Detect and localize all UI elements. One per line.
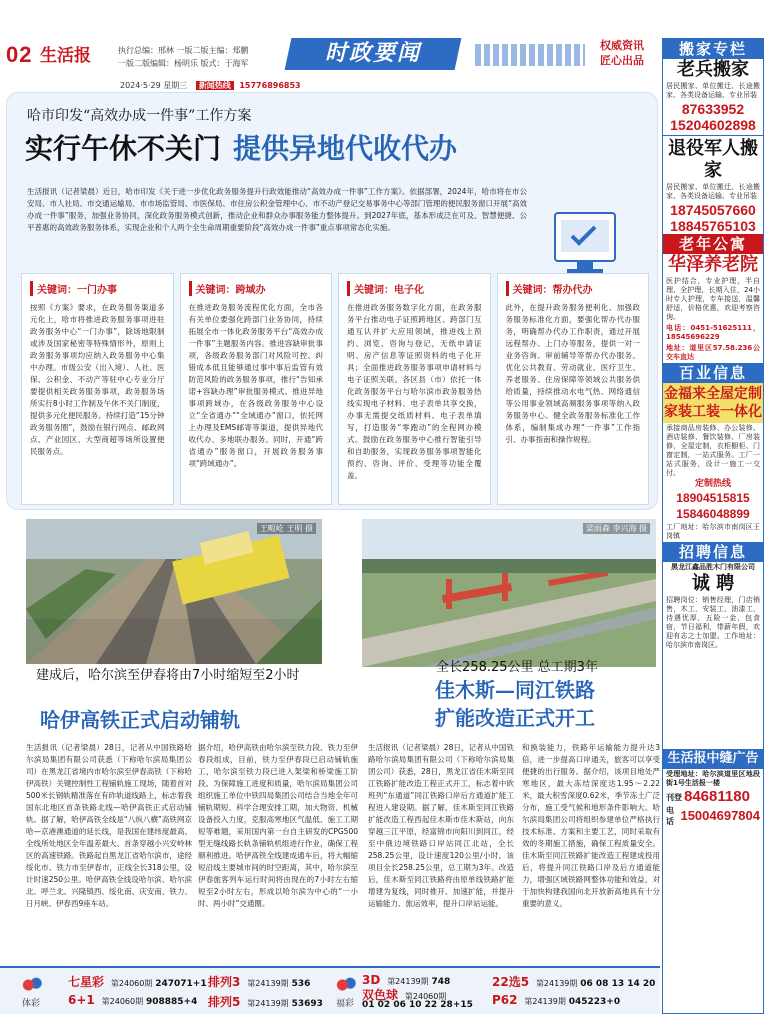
logo-text: 福彩 [335, 999, 354, 1009]
ad-title: 退役军人搬家 [668, 138, 758, 181]
classifieds-column [662, 38, 764, 1014]
keyword-label: 关键词：一门办事 [30, 281, 121, 296]
issue-date: 2024·5·29 星期三 [120, 81, 188, 90]
lottery-name: 排列5 [208, 995, 241, 1009]
moving-ads-header: 搬家专栏 [663, 39, 763, 59]
sports-lottery-icon [18, 976, 44, 994]
lottery-numbers: 045223+0 [568, 997, 621, 1007]
lottery-issue: 第24060期 [101, 997, 144, 1006]
lottery-numbers: 53693 [291, 999, 323, 1009]
headline-blue: 提供异地代收代办 [233, 132, 458, 165]
rail-left-body-2: 据介绍，哈伊高铁由哈尔滨至铁力段、铁力至伊春段组成，目前，铁力至伊春段已启动铺轨施工，哈尔滨至铁力段已进入架梁和桥梁施工阶段。为保障施工进度和质量，哈尔滨局集团公司组织施工单位中铁四局集团公司结合当地全年可铺轨期短、科学合理安排工期，加大物资、机械设备投入力度，克服高寒地区气温低、施工工期短等难题，采用国内第一台自主研发的CPG500型无缝线路长轨条铺轨机组进行作业，确保工程顺利推进。哈伊高铁全线建成通车后，将大幅缩短沿线主要城市间的时空距离，其中，哈尔滨至伊春旅客列车运行时间将由现在的7小时左右缩短至2小时左右，形成以哈尔滨为中心的“一小时、两小时”交通圈。 [198, 743, 358, 908]
rail-right-title [360, 676, 670, 732]
ad-phone-row [663, 789, 763, 805]
ad-description: 居民搬家、单位搬迁、长途搬家、各类设备运输、专业吊装 [666, 82, 760, 99]
hotline-number: 15776896853 [239, 81, 301, 90]
ad-title: 诚 聘 [691, 573, 735, 594]
lottery-issue: 第24139期 [247, 999, 289, 1008]
business-ads-header: 百业信息 [663, 363, 763, 383]
lottery-numbers: 06 08 13 14 20 [580, 979, 656, 989]
ad-description: 招聘岗位：销售经理，门店销售，木工，安装工，油漆工，待遇优厚，五险一金，包食宿，节日福利，带薪年假，欢迎有志之士加盟。工作地址：哈尔滨市南岗区。 [666, 596, 760, 649]
lottery-numbers: 536 [291, 979, 311, 989]
ad-address: 地址：道里区57.58.236公交车直达 [666, 344, 760, 361]
main-article [6, 92, 658, 510]
lottery-name: 22选5 [492, 975, 530, 989]
lottery-22x5 [492, 973, 655, 990]
lottery-6plus1 [68, 993, 197, 1007]
lottery-results-bar [0, 966, 660, 1014]
lottery-issue: 第24060期 [110, 979, 153, 988]
ad-title: 老兵搬家 [677, 59, 749, 80]
divider [663, 135, 763, 136]
lottery-numbers: 01 02 06 10 22 28+15 [362, 1000, 473, 1010]
lottery-name: 七星彩 [68, 975, 105, 989]
staff-line-1: 执行总编：邢林 一版二版主编：郑鹏 [118, 46, 249, 55]
keyword-label: 关键词：跨域办 [189, 281, 270, 296]
ad-title-line-2: 家装工装一体化 [664, 404, 762, 420]
ad-description: 居民搬家、单位搬迁、长途搬家、各类设备运输、专业吊装 [666, 183, 760, 200]
staff-credits [118, 44, 249, 70]
lottery-name: 3D [362, 973, 381, 987]
article-headline [25, 127, 457, 167]
article-columns [21, 273, 649, 505]
keyword-label: 关键词：电子化 [347, 281, 428, 296]
slogan-line-1: 权威资讯 [600, 39, 644, 52]
lottery-issue: 第24139期 [524, 997, 566, 1006]
welfare-lottery-logo [332, 976, 358, 1009]
photo-credit: 王畈屹 王明 摄 [257, 523, 316, 534]
article-intro: 生活报讯（记者梁晨）近日，哈市印发《关于进一步优化政务服务提升行政效能推动“高效办成一件事”工作方案》。依据部署，2024年，哈市将在市公安局、市人社局、市交通运输局、市市场监管局、市医保局、市住房公积金管理中心、市不动产登记交易事务中心等部门管理的便民服务窗口开展“高效办成一件事”服务，加强业务协同，深化政务服务模式创新，推动企业和群众办事服务能力整体提升。到2027年底，基本形成泛在可及、智慧便捷、公平普惠的高效政务服务体系，实现企业和个人两个全生命周期重要阶段“高效办成一件事”重点事项常态化实施。 [27, 187, 527, 232]
lottery-name: 排列3 [208, 975, 241, 989]
column-text: 此外，在提升政务服务便利化、加强政务服务标准化方面，要强化帮办代办服务，明确帮办代办工作职责，通过开展远程帮办、上门办等服务，提供一对一业务咨询、审前辅导等帮办代办服务。优化公共教育、劳动就业、医疗卫生、养老服务、住房保障等领域公共服务供给质量，持续推动水电气热、网络通信等公用事业领域高频服务事项等纳入政务服务中心。健全政务服务标准化工作体系，编制集成办理“一件事”工作指引、办事指南和操作规程。 [505, 303, 640, 444]
rail-laying-photo [26, 519, 322, 664]
lottery-3d [362, 973, 450, 987]
midfold-ad-header: 生活报中缝广告 [663, 749, 763, 769]
page-number: 02 [6, 42, 33, 67]
rail-right-title-line-1: 佳木斯—同江铁路 [435, 678, 595, 702]
lottery-numbers: 247071+1 [155, 979, 207, 989]
lottery-name: 6+1 [68, 993, 95, 1007]
hotline-label: 新闻热线 [196, 81, 234, 90]
ad-phone-label: 刊登 [666, 792, 682, 802]
ad-description: 承接商品房装修、办公装修、酒店装修、餐饮装修、厂房装修，全屋定制，衣柜橱柜、门窗定制，一站式服务。工厂一站式服务，设计一施工一交付。 [666, 424, 760, 477]
lottery-name: P62 [492, 993, 518, 1007]
elder-care-header: 老年公寓 [663, 234, 763, 254]
ad-phone: 15004697804 [680, 808, 760, 823]
lottery-issue: 第24139期 [535, 979, 578, 988]
ad-phone: 18745057660 [670, 202, 756, 218]
ad-phone-row [663, 805, 763, 827]
column-text: 按照《方案》要求，在政务服务渠道多元化上，哈市将推进政务服务事项进驻政务服务中心“一门办事”，除场地限制或涉及国家秘密等特殊情形外，原则上政务服务事项均应纳入政务服务中心集中办理。市级公安（出入境）、人社、医保、公积金、不动产等驻中心专业分厅要提供相关政务服务事项，政务服务场所实行8小时工作制及午休不关门制度，提供多元化便民服务。持续打造“15分钟政务服务圈”，鼓励在银行网点、邮政网点、产业园区、大型商超等场所设置便民服务点。 [30, 303, 165, 456]
rail-right-subtitle: 全长258.25公里 总工期3年 [436, 660, 598, 675]
lottery-issue: 第24060期 [404, 992, 447, 1001]
ad-company: 黑龙江鑫品胜木门有限公司 [671, 563, 755, 571]
banner-decoration [475, 44, 585, 66]
bridge-construction-photo [362, 519, 656, 667]
jobs-header: 招聘信息 [663, 542, 763, 562]
lottery-shuangseqiu-numbers [362, 1000, 473, 1010]
rail-right-title-line-2: 扩能改造正式开工 [435, 706, 595, 730]
ad-description: 医护结合，专业护理，半自理、全护理，长期入住，24小时专人护理，专车接送，温馨舒适，价格优惠，欢迎考察咨询。 [666, 277, 760, 321]
rail-right-body-1: 生活报讯（记者梁晨）28日，记者从中国铁路哈尔滨局集团有限公司（下称哈尔滨局集团公司）获悉，28日，黑龙江省佳木斯至同江铁路扩能改造工程正式开工，标志着中欧班列“东通道”同江铁路口岸后方通道扩能工程进入建设期。据了解，佳木斯至同江铁路扩能改造工程西起佳木斯市佳木斯站，向东穿越三江平原，经富锦市向阳川到同江，经至中俄边境铁路口岸站同江北站，全长258.25公里，设计速度120公里/小时。该项目全长258.25公里，总工期为3年。改造后，佳木斯至同江铁路将由原单线铁路扩能增建为复线，同时推开、加速扩能，并提升运输能力、旅运效率，提升口岸站运能。 [368, 743, 514, 908]
ad-title: 华泽养老院 [668, 254, 758, 275]
section-title: 时政要闻 [324, 41, 421, 66]
ad-phone-line: 电话：0451-51625111，18545696229 [666, 324, 760, 341]
ad-phone: 15204602898 [670, 117, 756, 133]
ad-phone: 15846048899 [676, 507, 750, 521]
headline-black: 实行午休不关门 [25, 132, 222, 165]
column-text: 在推进政务服务流程优化方面，全市各有关单位要强化跨部门业务协同，持续拓展全市一体化政务服务平台“高效办成一件事”主题服务内容。推进容缺审批事项，各级政务服务部门对风险可控、纠错成本低且能够通过事中事后监管有效防范风险的政务服务事项，推行“告知承诺+容缺办理”审批服务模式。推进异地事项跨域办，在各级政务服务中心设立“全省通办”“全域通办”窗口，依托网上办理及EMS邮寄等渠道，提供异地代收代办、多地联办服务。同时，开通“跨省通办”服务窗口，开展政务服务事项“跨域通办”。 [188, 303, 323, 468]
rail-right-body-2: 和换装能力，铁路年运输能力提升达3倍，进一步提高口岸通关，旅客可以享受便捷的出行服务。据介绍，该项目地处严寒地区，最大冻结深度达1.95～2.22米，最大积雪深度0.62米，季节冻土广泛分布，施工受气候和地形条件影响大。哈尔滨局集团公司将组织参建单位严格执行技术标准、方案和主要工艺，同时采取有效的冬期施工措施，确保工程质量安全。佳木斯至同江铁路扩能改造工程建成投用后，将提升同江铁路口岸及后方通道能力，增强区域铁路网整体功能和效益，对于加快构建我国向北开放新高地具有十分重要的意义。 [522, 743, 660, 908]
ad-phone-label: 电话 [666, 806, 674, 826]
ad-address: 受理地址：哈尔滨道里区地段街1号生活报一楼 [666, 770, 760, 787]
welfare-lottery-icon [332, 976, 358, 994]
rail-left-subtitle: 建成后，哈尔滨至伊春将由7小时缩短至2小时 [36, 668, 300, 683]
lottery-numbers: 908885+4 [145, 997, 198, 1007]
logo-text: 体彩 [21, 999, 40, 1009]
article-column-4 [497, 273, 650, 505]
lottery-pailie3 [208, 973, 310, 990]
ad-address: 工厂地址：哈尔滨市南岗区王岗镇 [666, 523, 760, 540]
railway-track-image [26, 519, 322, 664]
keyword-label: 关键词：帮办代办 [506, 281, 597, 296]
ad-phone: 84681180 [684, 788, 750, 805]
staff-line-2: 一版二版编辑：杨明乐 版式：于海军 [118, 59, 249, 68]
date-bar [120, 80, 301, 91]
article-column-2 [180, 273, 333, 505]
lottery-name: 双色球 [362, 988, 399, 1002]
ad-title-line-1: 金福来全屋定制 [664, 386, 762, 402]
sports-lottery-logo [18, 976, 44, 1009]
rail-left-body-1: 生活报讯（记者梁晨）28日，记者从中国铁路哈尔滨局集团有限公司获悉（下称哈尔滨局集团公司）在黑龙江省境内市哈尔滨至伊春高铁（下称哈伊高铁）关键控制性工程铺轨施工现场，随着首对500米长钢轨精准落在有砟轨道线路上，标志着我国东北地区首条铁路北线—哈伊高铁正式启动铺轨。据了解，哈伊高铁全线是“八纵八横”高铁网京哈—京港澳通道的延长线，是我国在建纬度最高、全线所处地区全年温差最大、首条穿越小兴安岭林区的高速铁路。铁路起自黑龙江省哈尔滨市，途经绥化市、铁力市至伊春市，正线全长318公里，设计时速250公里。哈伊高铁全线设哈尔滨、哈尔滨北、呼兰北、兴隆镇西、绥化南、庆安南、铁力、日月峡、伊春西9座车站。 [26, 743, 192, 908]
ad-phone: 18845765103 [670, 218, 756, 234]
lottery-qixingcai [68, 973, 207, 990]
lottery-issue: 第24139期 [387, 977, 429, 986]
article-subhead: 哈市印发“高效办成一件事”工作方案 [27, 108, 252, 124]
ad-phone: 18904515815 [676, 491, 750, 505]
paper-name: 生活报 [40, 46, 91, 66]
photo-credit: 梁雨森 李兴海 摄 [583, 523, 650, 534]
slogan-line-2: 匠心出品 [600, 54, 644, 67]
article-column-3 [338, 273, 491, 505]
lottery-numbers: 748 [431, 977, 451, 987]
column-text: 在推进政务服务数字化方面，在政务服务平台推动电子证照跨地区、跨部门互通互认并扩大应用领域，推进线上预约、浏览、咨询与登记，无纸申请证明、房产信息等证照资料的电子化开具；全面推进政务服务事项申请材料与电子证照关联。各区县（市）依托一体化政务服务平台与哈尔滨市政务服务热线实现电子材料、电子表单共享交换，办事无需提交纸质材料、电子表单填写，打造服务“零跑动”的全程网办模式。鼓励在政务服务中心推行智能引导和自助服务，实现政务服务事项智能化预约、咨询、评价、受理等功能全覆盖。 [347, 303, 482, 480]
ad-phone: 87633952 [681, 101, 745, 117]
ad-title-box [663, 383, 763, 423]
masthead [0, 0, 660, 92]
lottery-p62 [492, 993, 620, 1007]
article-column-1 [21, 273, 174, 505]
ad-hotline-label: 定制热线 [694, 479, 731, 489]
lottery-pailie5 [208, 993, 323, 1010]
bridge-construction-image [362, 519, 656, 667]
slogan [600, 38, 644, 68]
rail-left-title: 哈伊高铁正式启动铺轨 [40, 708, 240, 732]
section-banner [285, 38, 462, 70]
lottery-issue: 第24139期 [247, 979, 289, 988]
